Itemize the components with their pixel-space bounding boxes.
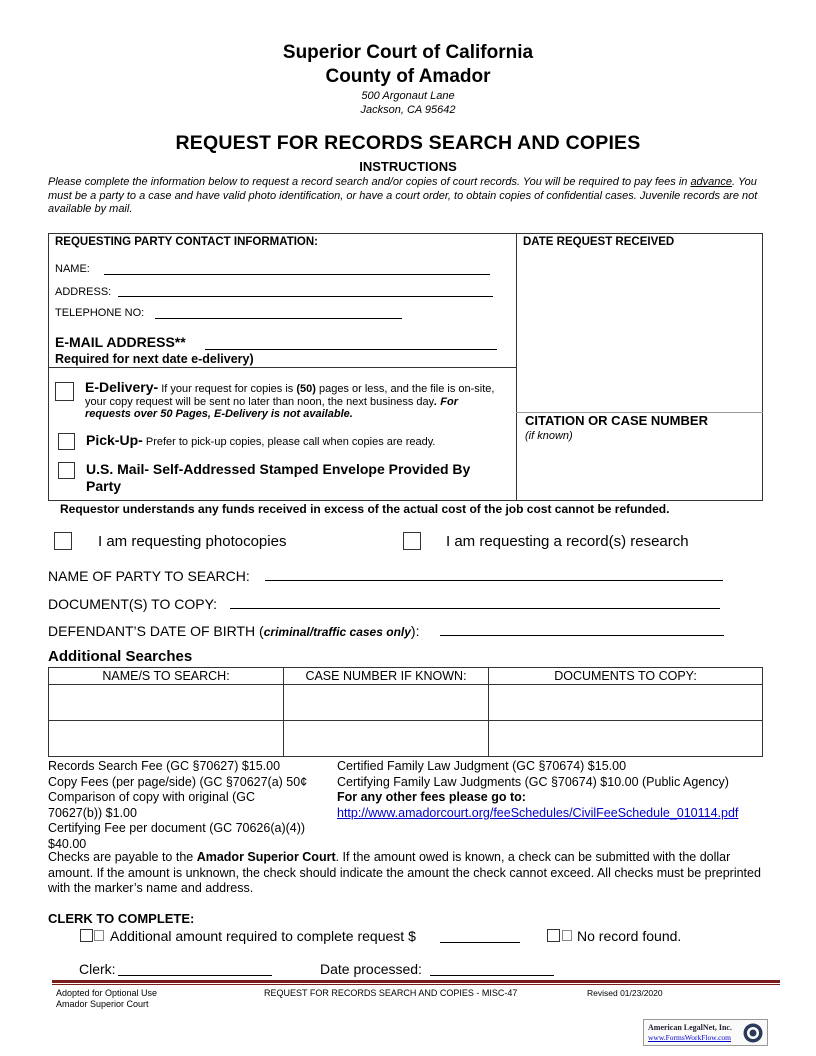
- email-label: E-MAIL ADDRESS**: [55, 334, 186, 350]
- citation-note: (if known): [525, 430, 573, 442]
- party-search-label: NAME OF PARTY TO SEARCH:: [48, 568, 250, 584]
- brand-logo-icon: [742, 1022, 764, 1044]
- table-cell[interactable]: [49, 685, 284, 721]
- fee-line: Certifying Fee per document (GC 70626(a)(4)): [48, 821, 306, 835]
- date-received-label: DATE REQUEST RECEIVED: [523, 236, 675, 248]
- documents-copy-field[interactable]: [230, 608, 720, 609]
- footer-revised: Revised 01/23/2020: [587, 988, 663, 998]
- edelivery-option: E-Delivery- If your request for copies is (50) pages or less, and the file is on-site, your copy request will be sent no later than noon, the next business day. For requests over 50 Pages, E-Delivery is not available.: [85, 379, 495, 420]
- box-hdivider: [48, 367, 516, 368]
- additional-amount-checkbox[interactable]: [80, 929, 93, 942]
- telephone-label: TELEPHONE NO:: [55, 307, 145, 319]
- pickup-option: Pick-Up- Prefer to pick-up copies, please call when copies are ready.: [86, 432, 436, 448]
- fee-line: Copy Fees (per page/side) (GC §70627(a) 50¢: [48, 774, 308, 789]
- documents-copy-label: DOCUMENT(S) TO COPY:: [48, 596, 218, 612]
- additional-amount-label: Additional amount required to complete request $: [110, 928, 416, 944]
- address-label: ADDRESS:: [55, 286, 112, 298]
- dob-label: DEFENDANT’S DATE OF BIRTH (criminal/traffic cases only):: [48, 623, 420, 639]
- email-note: Required for next date e-delivery): [55, 352, 254, 366]
- refund-notice: Requestor understands any funds received in excess of the actual cost of the job cost cannot be refunded.: [60, 502, 670, 516]
- fee-line: Comparison of copy with original (GC: [48, 790, 256, 804]
- name-field[interactable]: [104, 274, 490, 275]
- no-record-checkbox[interactable]: [547, 929, 560, 942]
- table-cell[interactable]: [489, 721, 763, 757]
- party-search-field[interactable]: [265, 580, 723, 581]
- no-record-label: No record found.: [577, 928, 682, 944]
- brand-url: www.FormsWorkFlow.com: [648, 1033, 732, 1042]
- fee-line: $40.00: [48, 836, 87, 851]
- col-names: NAME/S TO SEARCH:: [49, 668, 284, 685]
- form-title: REQUEST FOR RECORDS SEARCH AND COPIES: [175, 132, 641, 154]
- footer-form-id: REQUEST FOR RECORDS SEARCH AND COPIES - MISC-47: [264, 988, 518, 998]
- telephone-field[interactable]: [155, 318, 402, 319]
- fee-schedule-link[interactable]: http://www.amadorcourt.org/feeSchedules/CivilFeeSchedule_010114.pdf: [337, 805, 739, 820]
- mail-option: U.S. Mail- Self-Addressed Stamped Envelope Provided By Party: [86, 461, 471, 494]
- date-processed-label: Date processed:: [320, 961, 422, 977]
- citation-label: CITATION OR CASE NUMBER: [525, 413, 708, 428]
- clerk-field[interactable]: [118, 975, 272, 976]
- dob-field[interactable]: [440, 635, 724, 636]
- address-field[interactable]: [118, 296, 493, 297]
- additional-amount-glyph: [94, 930, 104, 941]
- instructions-heading: INSTRUCTIONS: [359, 159, 457, 174]
- other-fees-label: For any other fees please go to:: [337, 790, 526, 804]
- court-street: 500 Argonaut Lane: [361, 90, 455, 102]
- table-row: [49, 721, 763, 757]
- research-checkbox[interactable]: [403, 532, 421, 550]
- email-field[interactable]: [205, 349, 497, 350]
- table-cell[interactable]: [284, 721, 489, 757]
- legalnet-badge: [643, 1019, 768, 1046]
- county-name: County of Amador: [325, 66, 491, 87]
- brand-name: American LegalNet, Inc.: [648, 1023, 732, 1032]
- photocopies-label: I am requesting photocopies: [98, 533, 287, 550]
- footer-rule-thin: [52, 984, 780, 985]
- additional-searches-table: [48, 667, 763, 757]
- fee-line: Certified Family Law Judgment (GC §70674) $15.00: [337, 759, 627, 773]
- box-divider: [516, 233, 517, 501]
- table-cell[interactable]: [489, 685, 763, 721]
- table-row: [49, 685, 763, 721]
- col-case-number: CASE NUMBER IF KNOWN:: [284, 668, 489, 685]
- col-documents: DOCUMENTS TO COPY:: [489, 668, 763, 685]
- contact-heading: REQUESTING PARTY CONTACT INFORMATION:: [55, 236, 319, 248]
- additional-searches-heading: Additional Searches: [48, 648, 193, 665]
- edelivery-checkbox[interactable]: [55, 382, 74, 401]
- checks-text: Checks are payable to the Amador Superior Court. If the amount owed is known, a check can be submitted with the dollar amount. If the amount is unknown, the check should indicate the amount the check cannot exceed. All checks must be preprinted with the marker’s name and address.: [48, 850, 761, 895]
- mail-checkbox[interactable]: [58, 462, 75, 479]
- table-cell[interactable]: [49, 721, 284, 757]
- additional-amount-field[interactable]: [440, 942, 520, 943]
- date-processed-field[interactable]: [430, 975, 554, 976]
- photocopies-checkbox[interactable]: [54, 532, 72, 550]
- research-label: I am requesting a record(s) research: [446, 533, 689, 550]
- court-city: Jackson, CA 95642: [360, 104, 456, 116]
- fees-right: [337, 759, 777, 821]
- footer-court: Amador Superior Court: [56, 999, 149, 1009]
- instructions-text: Please complete the information below to request a record search and/or copies of court records. You will be required to pay fees in advance. You must be a party to a case and have valid photo identification, or have a court order, to obtain copies of confidential cases. Juvenile records are not available by mail.: [48, 176, 758, 215]
- court-name: Superior Court of California: [282, 42, 534, 63]
- table-cell[interactable]: [284, 685, 489, 721]
- footer-adopted: Adopted for Optional Use: [56, 988, 158, 998]
- pickup-checkbox[interactable]: [58, 433, 75, 450]
- footer-rule: [52, 980, 780, 983]
- name-label: NAME:: [55, 263, 90, 275]
- clerk-heading: CLERK TO COMPLETE:: [48, 911, 195, 926]
- fee-line: 70627(b)) $1.00: [48, 805, 137, 820]
- clerk-label: Clerk:: [79, 961, 116, 977]
- fees-left: [48, 759, 338, 852]
- fee-line: Certifying Family Law Judgments (GC §70674) $10.00 (Public Agency): [337, 774, 729, 789]
- no-record-glyph: [562, 930, 572, 941]
- fee-line: Records Search Fee (GC §70627) $15.00: [48, 759, 281, 773]
